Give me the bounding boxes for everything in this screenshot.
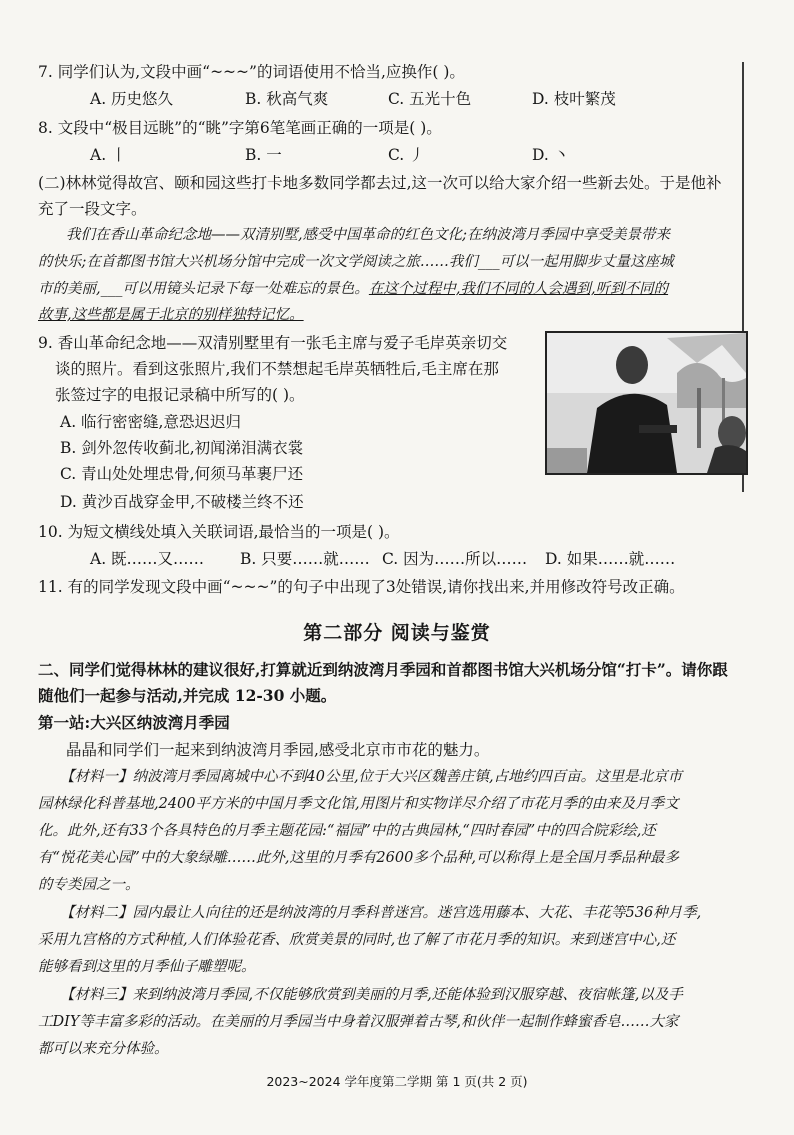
- part-2-intro-line-1: (二)林林觉得故宫、颐和园这些打卡地多数同学都去过,这一次可以给大家介绍一些新去处。于是他补: [38, 174, 722, 192]
- question-9-stem-line-3: 张签过字的电报记录稿中所写的( )。: [55, 386, 305, 404]
- q10-option-b: B. 只要……就……: [240, 550, 370, 568]
- material-1-line-3: 化。此外,还有33个各具特色的月季主题花园:“福园”中的古典园林,“四时春园”中的四合院彩绘,还: [38, 823, 656, 839]
- q9-option-a: A. 临行密密缝,意恐迟迟归: [60, 413, 241, 431]
- question-9-stem-line-1: 9. 香山革命纪念地——双清别墅里有一张毛主席与爱子毛岸英亲切交: [38, 334, 508, 352]
- section-title: 第二部分 阅读与鉴赏: [303, 622, 491, 644]
- passage-line-1: 我们在香山革命纪念地——双清别墅,感受中国革命的红色文化;在纳波湾月季园中享受美景带来: [66, 227, 670, 243]
- q10-option-d: D. 如果……就……: [545, 550, 676, 568]
- material-1-line-1: 【材料一】纳波湾月季园离城中心不到40公里,位于大兴区魏善庄镇,占地约四百亩。这里是北京市: [60, 769, 683, 785]
- question-9-stem-line-2: 谈的照片。看到这张照片,我们不禁想起毛岸英牺牲后,毛主席在那: [55, 360, 499, 378]
- page-footer: 2023~2024 学年度第二学期 第 1 页(共 2 页): [266, 1074, 528, 1089]
- q10-option-a: A. 既……又……: [90, 550, 205, 568]
- station-1-lead: 晶晶和同学们一起来到纳波湾月季园,感受北京市市花的魅力。: [66, 741, 490, 759]
- part-2-intro-line-2: 充了一段文字。: [38, 200, 147, 218]
- material-2-line-2: 采用九宫格的方式种植,人们体验花香、欣赏美景的同时,也了解了市花月季的知识。来到迷宫中心,还: [38, 932, 676, 948]
- q7-option-c: C. 五光十色: [388, 90, 472, 108]
- q8-option-a: A. 丨: [90, 146, 127, 164]
- question-7-stem: 7. 同学们认为,文段中画“~~~”的词语使用不恰当,应换作( )。: [38, 63, 465, 81]
- passage-wavy-sentence-part-1: 在这个过程中,我们不同的人会遇到,听到不同的: [368, 281, 669, 297]
- q8-option-b: B. 一: [245, 146, 282, 164]
- question-10-stem: 10. 为短文横线处填入关联词语,最恰当的一项是( )。: [38, 523, 400, 541]
- q8-option-c: C. 丿: [388, 146, 425, 164]
- material-2-line-3: 能够看到这里的月季仙子雕塑呢。: [38, 959, 256, 975]
- q8-option-d: D. 丶: [532, 146, 570, 164]
- passage-line-3: [38, 279, 668, 299]
- question-11: 11. 有的同学发现文段中画“~~~”的句子中出现了3处错误,请你找出来,并用修改符号改正确。: [38, 578, 685, 596]
- part-2-task-line-2: 随他们一起参与活动,并完成 12-30 小题。: [38, 686, 337, 705]
- material-3-line-3: 都可以来充分体验。: [38, 1041, 169, 1057]
- q9-option-d: D. 黄沙百战穿金甲,不破楼兰终不还: [60, 493, 304, 511]
- material-3-line-2: 工DIY等丰富多彩的活动。在美丽的月季园当中身着汉服弹着古琴,和伙伴一起制作蜂蜜香皂……大家: [38, 1014, 679, 1030]
- part-2-task-line-1: 二、同学们觉得林林的建议很好,打算就近到纳波湾月季园和首都图书馆大兴机场分馆“打卡”。请你跟: [38, 660, 728, 679]
- material-2-line-1: 【材料二】园内最让人向往的还是纳波湾的月季科普迷宫。迷宫选用藤本、大花、丰花等536种月季,: [60, 905, 702, 921]
- question-8-stem: 8. 文段中“极目远眺”的“眺”字第6笔笔画正确的一项是( )。: [38, 119, 442, 137]
- q7-option-d: D. 枝叶繁茂: [532, 90, 616, 108]
- passage-wavy-sentence-part-2: 故事,这些都是属于北京的别样独特记忆。: [38, 307, 304, 323]
- passage-line-4: [38, 305, 304, 325]
- q9-option-b: B. 剑外忽传收蓟北,初闻涕泪满衣裳: [60, 439, 304, 457]
- station-1-title: 第一站:大兴区纳波湾月季园: [38, 713, 230, 732]
- q9-option-c: C. 青山处处埋忠骨,何须马革裹尸还: [60, 465, 304, 483]
- material-3-line-1: 【材料三】来到纳波湾月季园,不仅能够欣赏到美丽的月季,还能体验到汉服穿越、夜宿帐篷,以及手: [60, 987, 683, 1003]
- passage-line-3-text: 市的美丽,___可以用镜头记录下每一处难忘的景色。: [38, 281, 369, 297]
- material-1-line-5: 的专类园之一。: [38, 877, 140, 893]
- q7-option-b: B. 秋高气爽: [245, 90, 329, 108]
- q7-option-a: A. 历史悠久: [90, 90, 174, 108]
- q10-option-c: C. 因为……所以……: [382, 550, 528, 568]
- historical-photo: [545, 331, 748, 475]
- material-1-line-4: 有“悦花美心园”中的大象绿雕……此外,这里的月季有2600多个品种,可以称得上是全国月季品种最多: [38, 850, 679, 866]
- material-1-line-2: 园林绿化科普基地,2400平方米的中国月季文化馆,用图片和实物详尽介绍了市花月季的由来及月季文: [38, 796, 679, 812]
- photo-illustration: [547, 333, 746, 473]
- passage-line-2: 的快乐;在首都图书馆大兴机场分馆中完成一次文学阅读之旅……我们___可以一起用脚步丈量这座城: [38, 254, 674, 270]
